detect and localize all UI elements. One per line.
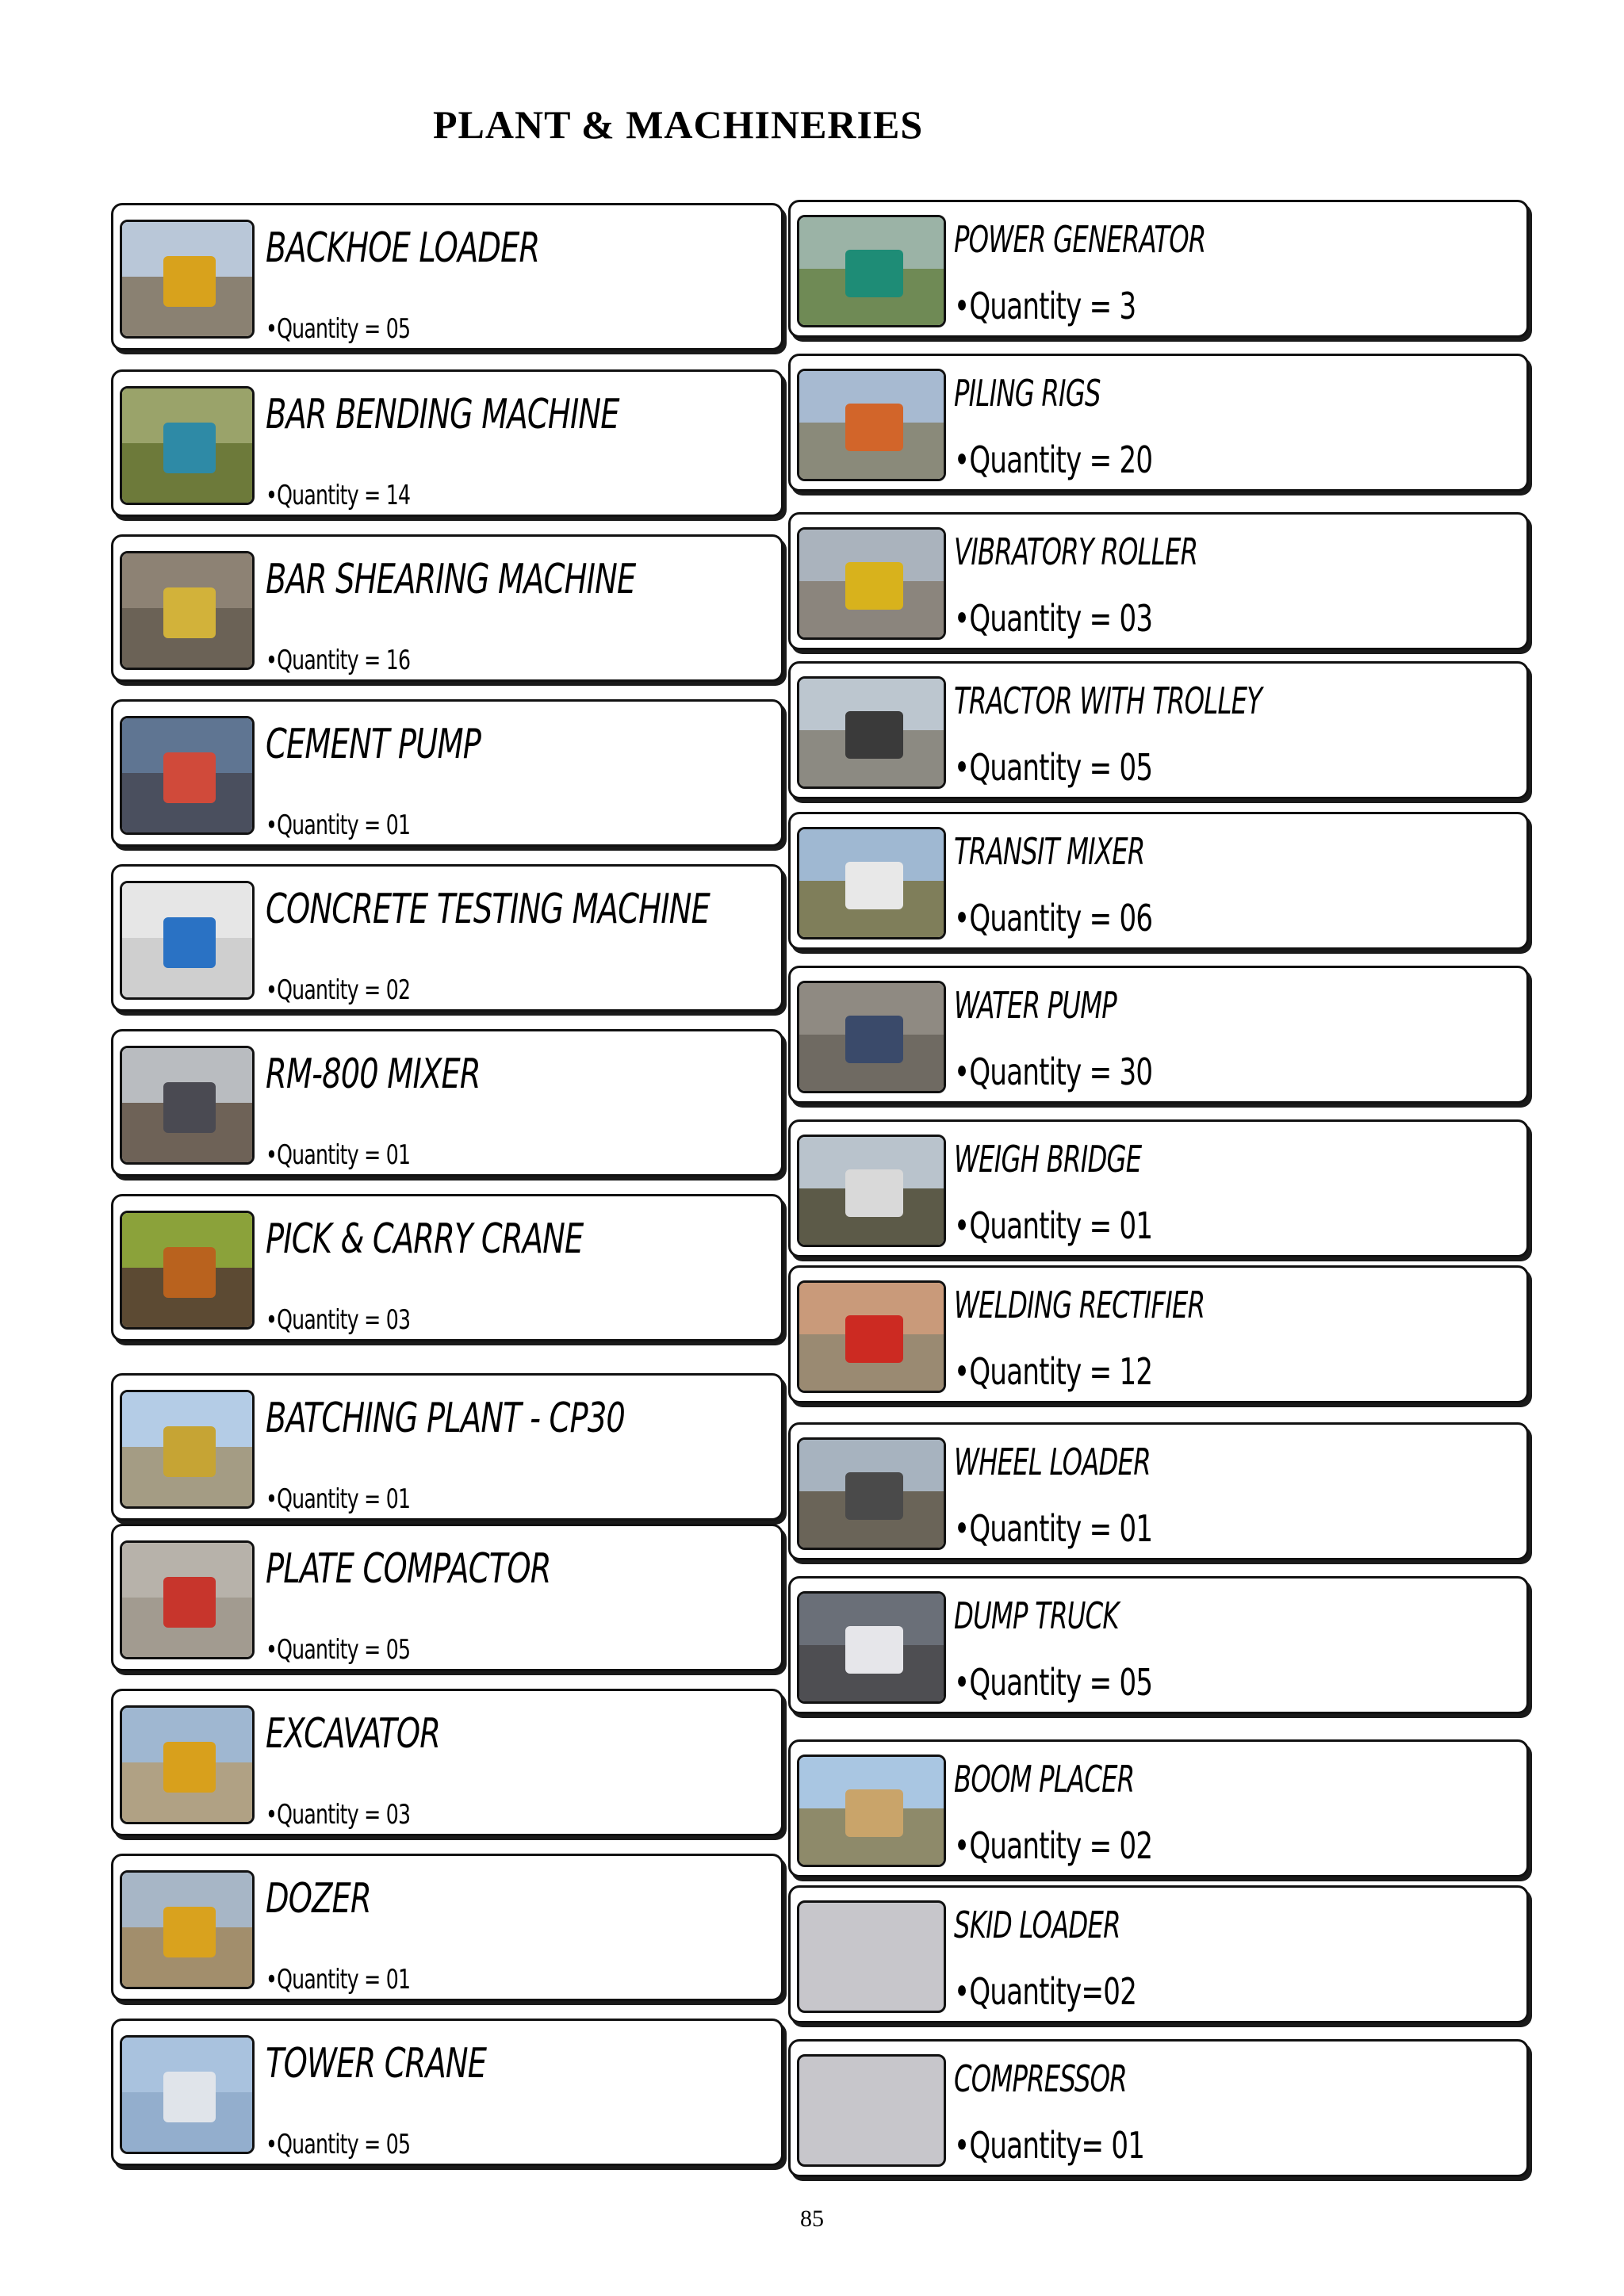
placeholder-image (797, 1900, 946, 2013)
machine-quantity: •Quantity = 01 (954, 1204, 1153, 1247)
machine-quantity: •Quantity = 20 (954, 438, 1153, 481)
machine-name: DUMP TRUCK (954, 1594, 1119, 1637)
photo-machine (845, 1169, 903, 1217)
machine-photo (120, 716, 255, 835)
photo-machine (845, 711, 903, 759)
photo-machine (163, 256, 216, 306)
machine-card-concrete-testing-machine (111, 864, 783, 1012)
machine-quantity: •Quantity = 12 (954, 1350, 1153, 1393)
machine-card-weigh-bridge (788, 1119, 1529, 1257)
machine-photo (797, 527, 946, 640)
machine-card-welding-rectifier (788, 1265, 1529, 1403)
machine-photo (797, 1437, 946, 1550)
photo-machine (845, 1626, 903, 1674)
machine-photo (797, 1591, 946, 1704)
machine-quantity: •Quantity = 01 (266, 809, 411, 841)
machine-card-bar-shearing-machine (111, 534, 783, 682)
machine-card-wheel-loader (788, 1422, 1529, 1560)
photo-machine (163, 1082, 216, 1132)
machine-card-tractor-with-trolley (788, 661, 1529, 799)
machine-name: BATCHING PLANT - CP30 (266, 1395, 625, 1442)
machine-name: CONCRETE TESTING MACHINE (266, 886, 710, 933)
machine-quantity: •Quantity = 05 (266, 313, 411, 345)
machine-card-rm-800-mixer (111, 1029, 783, 1177)
machine-name: BAR SHEARING MACHINE (266, 556, 636, 603)
machine-photo (797, 827, 946, 939)
machine-photo (120, 1540, 255, 1659)
machine-name: BOOM PLACER (954, 1758, 1135, 1800)
machine-card-backhoe-loader (111, 203, 783, 350)
machine-quantity: •Quantity = 3 (954, 285, 1136, 327)
machine-card-bar-bending-machine (111, 369, 783, 517)
photo-machine (845, 1789, 903, 1837)
photo-machine (163, 423, 216, 473)
machine-card-boom-placer (788, 1739, 1529, 1877)
machine-quantity: •Quantity = 01 (266, 1483, 411, 1515)
page-title: PLANT & MACHINERIES (433, 102, 924, 147)
machine-photo (797, 369, 946, 481)
machine-photo (797, 1280, 946, 1393)
machine-name: VIBRATORY ROLLER (954, 530, 1198, 573)
machine-quantity: •Quantity = 05 (266, 1634, 411, 1666)
photo-machine (845, 562, 903, 610)
machine-quantity: •Quantity = 03 (266, 1799, 411, 1831)
machine-quantity: •Quantity= 01 (954, 2124, 1145, 2167)
machine-name: TRANSIT MIXER (954, 830, 1145, 873)
machine-photo (797, 981, 946, 1093)
machine-card-vibratory-roller (788, 512, 1529, 650)
machine-name: WEIGH BRIDGE (954, 1138, 1142, 1181)
machine-photo (120, 1390, 255, 1509)
machine-name: PICK & CARRY CRANE (266, 1215, 584, 1263)
machine-card-piling-rigs (788, 354, 1529, 492)
machine-card-dump-truck (788, 1576, 1529, 1714)
machine-card-cement-pump (111, 699, 783, 847)
machine-name: BAR BENDING MACHINE (266, 391, 619, 438)
machine-card-batching-plant-cp30 (111, 1373, 783, 1521)
machine-photo (797, 676, 946, 789)
machine-card-plate-compactor (111, 1524, 783, 1671)
machine-photo (120, 1705, 255, 1824)
machine-name: DOZER (266, 1875, 371, 1923)
machine-name: WHEEL LOADER (954, 1441, 1151, 1483)
machine-quantity: •Quantity = 05 (266, 2129, 411, 2160)
machine-quantity: •Quantity = 01 (954, 1507, 1153, 1550)
machine-card-power-generator (788, 200, 1529, 338)
photo-machine (845, 250, 903, 297)
photo-machine (163, 1426, 216, 1476)
machine-photo (120, 2035, 255, 2154)
machine-photo (120, 551, 255, 670)
photo-machine (845, 1016, 903, 1063)
photo-machine (163, 1247, 216, 1297)
photo-machine (163, 752, 216, 802)
photo-machine (845, 404, 903, 451)
photo-machine (845, 862, 903, 909)
machine-quantity: •Quantity = 02 (954, 1824, 1153, 1867)
machine-photo (797, 215, 946, 327)
machine-name: BACKHOE LOADER (266, 224, 540, 272)
page-number: 85 (800, 2206, 824, 2232)
photo-machine (163, 1907, 216, 1957)
machine-name: EXCAVATOR (266, 1710, 441, 1758)
machine-name: POWER GENERATOR (954, 218, 1206, 261)
photo-machine (845, 1472, 903, 1520)
machine-quantity: •Quantity = 02 (266, 974, 411, 1006)
machine-photo (797, 1755, 946, 1867)
machine-card-compressor (788, 2039, 1529, 2177)
machine-quantity: •Quantity = 03 (266, 1304, 411, 1336)
machine-name: SKID LOADER (954, 1904, 1120, 1946)
machine-name: TRACTOR WITH TROLLEY (954, 679, 1262, 722)
machine-card-dozer (111, 1854, 783, 2001)
photo-machine (163, 1577, 216, 1627)
machine-card-pick-and-carry-crane (111, 1194, 783, 1341)
machine-quantity: •Quantity = 30 (954, 1050, 1153, 1093)
photo-machine (845, 1315, 903, 1363)
machine-quantity: •Quantity = 01 (266, 1964, 411, 1996)
machine-name: TOWER CRANE (266, 2040, 487, 2087)
machine-name: PILING RIGS (954, 372, 1101, 415)
machine-quantity: •Quantity = 16 (266, 645, 411, 676)
placeholder-image (797, 2054, 946, 2167)
machine-name: WATER PUMP (954, 984, 1116, 1027)
machine-quantity: •Quantity = 05 (954, 746, 1153, 789)
machine-quantity: •Quantity = 03 (954, 597, 1153, 640)
photo-machine (163, 2072, 216, 2122)
machine-name: WELDING RECTIFIER (954, 1284, 1205, 1326)
machine-card-excavator (111, 1689, 783, 1836)
machine-photo (120, 386, 255, 505)
machine-card-transit-mixer (788, 812, 1529, 950)
machine-quantity: •Quantity = 14 (266, 480, 411, 511)
photo-machine (163, 917, 216, 967)
photo-machine (163, 587, 216, 637)
machine-card-water-pump (788, 966, 1529, 1104)
machine-photo (120, 1046, 255, 1165)
machine-quantity: •Quantity = 06 (954, 897, 1153, 939)
machine-name: COMPRESSOR (954, 2057, 1127, 2100)
machine-quantity: •Quantity = 01 (266, 1139, 411, 1171)
machine-name: CEMENT PUMP (266, 721, 481, 768)
machine-photo (120, 1211, 255, 1330)
machine-photo (120, 1870, 255, 1989)
machine-photo (120, 881, 255, 1000)
machine-name: PLATE COMPACTOR (266, 1545, 551, 1593)
machine-card-tower-crane (111, 2019, 783, 2166)
machine-card-skid-loader (788, 1885, 1529, 2023)
machine-name: RM-800 MIXER (266, 1050, 481, 1098)
machine-quantity: •Quantity=02 (954, 1970, 1137, 2013)
photo-machine (163, 1742, 216, 1792)
machine-photo (797, 1135, 946, 1247)
machine-quantity: •Quantity = 05 (954, 1661, 1153, 1704)
machine-photo (120, 220, 255, 339)
